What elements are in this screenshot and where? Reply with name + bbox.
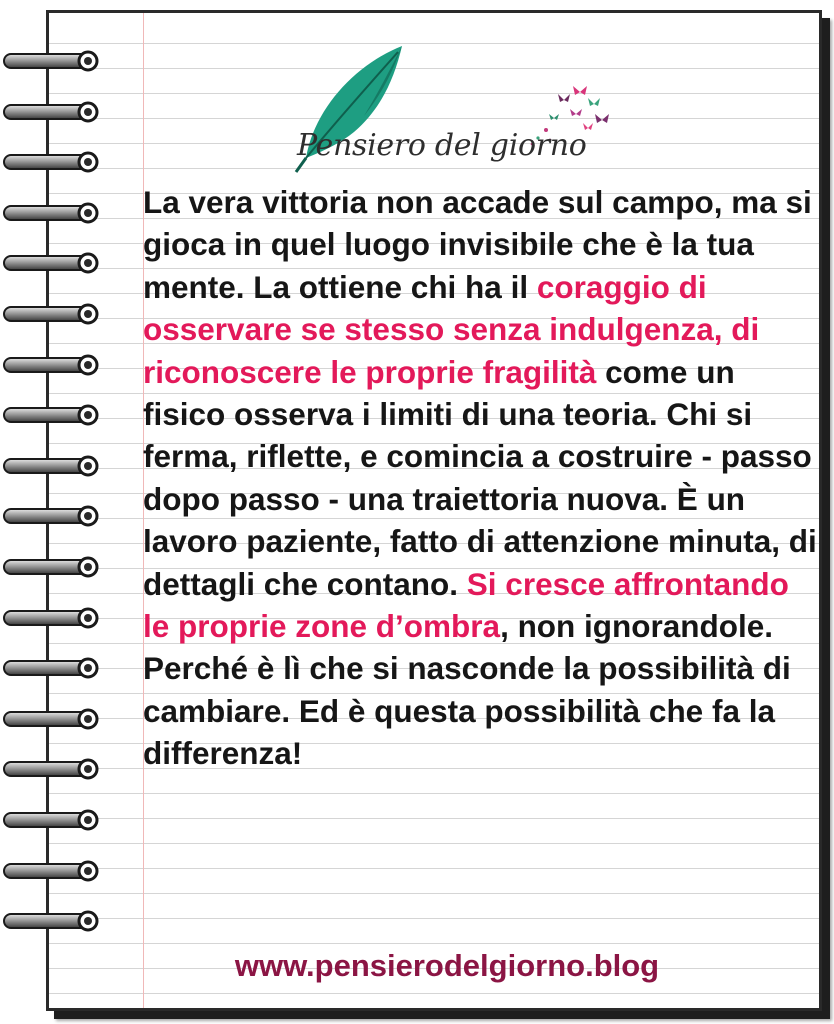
spiral-ring-icon [0,706,104,736]
quote-segment: come un fisico osserva i limiti di una teoria. Chi si ferma, riflette, e comincia a costruire - passo dopo passo - una traiettoria nuova. È un lavoro paziente, fatto di attenzione minuta, di dettagli che contano. [143,353,817,602]
spiral-ring-icon [0,149,104,179]
spiral-ring-icon [0,554,104,584]
spiral-ring-icon [0,908,104,938]
quote-text [143,181,823,775]
spiral-ring-icon [0,99,104,129]
quote-highlight: Si cresce affrontando le proprie zone d’ombra [143,565,789,645]
quote-highlight: coraggio di osservare se stesso senza indulgenza, di riconoscere le proprie fragilità [143,268,760,390]
quote-segment: , non ignorandole. Perché è lì che si nasconde la possibilità di cambiare. Ed è questa possibilità che fa la differenza! [143,608,791,772]
spiral-ring-icon [0,301,104,331]
spiral-ring-icon [0,402,104,432]
spiral-ring-icon [0,48,104,78]
website-url[interactable]: www.pensierodelgiorno.blog [234,948,660,983]
spiral-ring-icon [0,605,104,635]
logo-text: Pensiero del giorno [297,128,587,163]
spiral-ring-icon [0,503,104,533]
spiral-ring-icon [0,858,104,888]
spiral-ring-icon [0,250,104,280]
spiral-ring-icon [0,756,104,786]
spiral-ring-icon [0,453,104,483]
spiral-ring-icon [0,655,104,685]
spiral-ring-icon [0,200,104,230]
spiral-ring-icon [0,352,104,382]
spiral-ring-icon [0,807,104,837]
quote-segment: La vera vittoria non accade sul campo, ma si gioca in quel luogo invisibile che è la tua mente. La ottiene chi ha il [143,184,812,305]
